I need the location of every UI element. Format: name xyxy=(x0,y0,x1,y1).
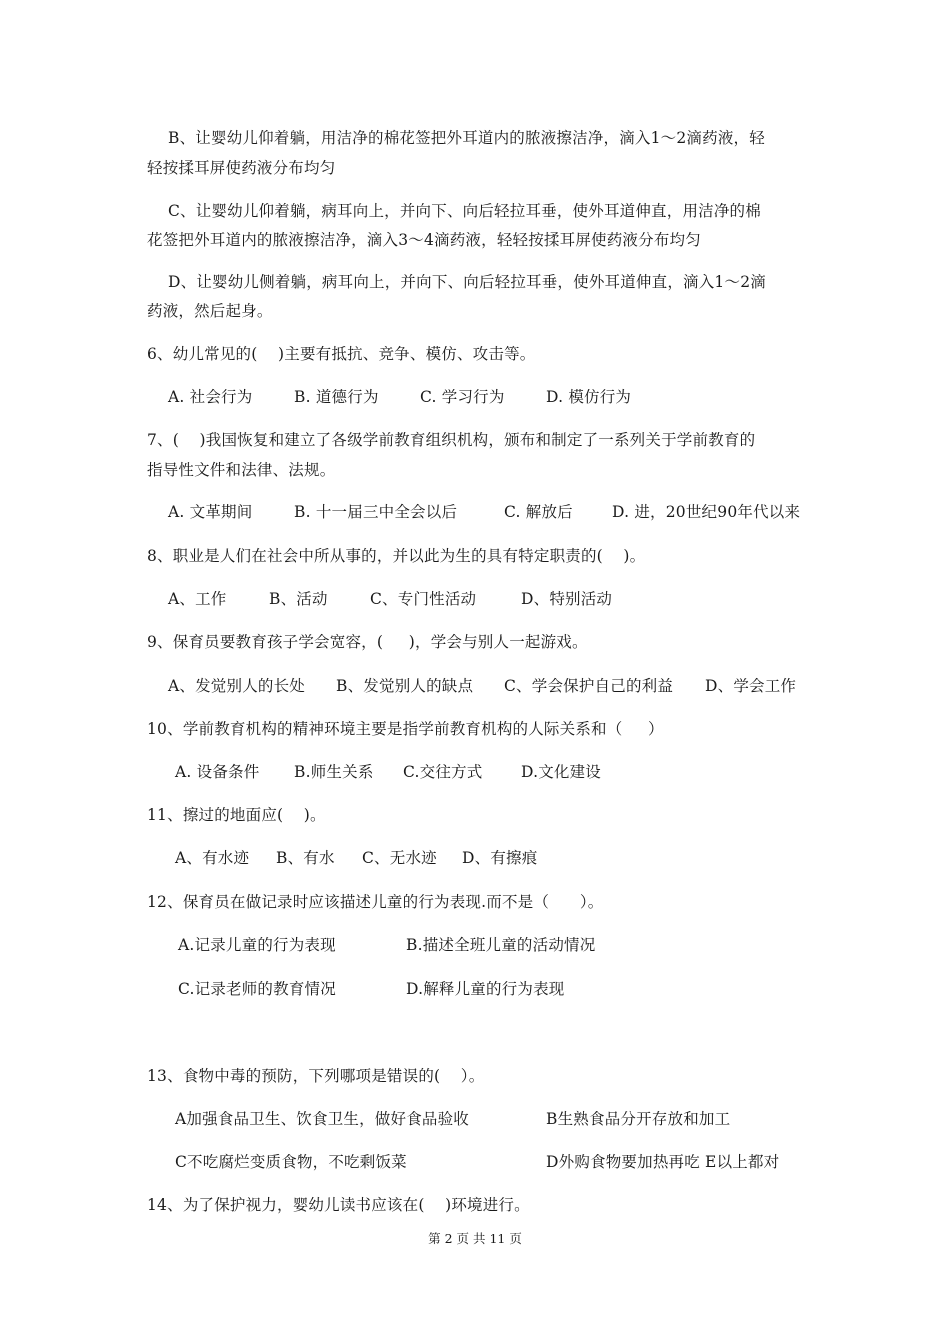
q10-option-c: C.交往方式 xyxy=(403,763,483,781)
q8-stem: 8、职业是人们在社会中所从事的，并以此为生的具有特定职责的( )。 xyxy=(147,547,646,565)
q5-option-c-line2: 花签把外耳道内的脓液擦洁净，滴入3～4滴药液，轻轻按揉耳屏使药液分布均匀 xyxy=(147,231,701,249)
q9-option-c: C、学会保护自己的利益 xyxy=(504,677,674,695)
q13-option-b: B生熟食品分开存放和加工 xyxy=(546,1110,731,1128)
q5-option-d-line2: 药液，然后起身。 xyxy=(147,302,273,320)
q10-option-b: B.师生关系 xyxy=(294,763,374,781)
q7-option-d: D. 进，20世纪90年代以来 xyxy=(612,503,801,521)
q9-stem: 9、保育员要教育孩子学会宽容，( )，学会与别人一起游戏。 xyxy=(147,633,588,651)
q5-option-c-line1: C、让婴幼儿仰着躺，病耳向上，并向下、向后轻拉耳垂，使外耳道伸直，用洁净的棉 xyxy=(168,202,761,220)
q13-stem: 13、食物中毒的预防，下列哪项是错误的( ）。 xyxy=(147,1067,485,1085)
page-footer: 第 2 页 共 11 页 xyxy=(428,1231,522,1246)
q13-option-c: C不吃腐烂变质食物，不吃剩饭菜 xyxy=(175,1153,407,1171)
q11-stem: 11、擦过的地面应( )。 xyxy=(147,806,326,824)
q7-option-a: A. 文革期间 xyxy=(168,503,253,521)
q9-option-b: B、发觉别人的缺点 xyxy=(336,677,474,695)
q8-option-d: D、特别活动 xyxy=(521,590,613,608)
q5-option-b-line1: B、让婴幼儿仰着躺，用洁净的棉花签把外耳道内的脓液擦洁净，滴入1～2滴药液，轻 xyxy=(168,129,765,147)
q13-option-a: A加强食品卫生、饮食卫生，做好食品验收 xyxy=(175,1110,469,1128)
q7-option-c: C. 解放后 xyxy=(504,503,573,521)
q6-option-c: C. 学习行为 xyxy=(420,388,505,406)
q6-option-d: D. 模仿行为 xyxy=(546,388,632,406)
q14-stem: 14、为了保护视力，婴幼儿读书应该在( )环境进行。 xyxy=(147,1196,530,1214)
q6-option-a: A. 社会行为 xyxy=(168,388,253,406)
q11-option-b: B、有水 xyxy=(276,849,335,867)
q13-option-d: D外购食物要加热再吃 E以上都对 xyxy=(546,1153,780,1171)
q8-option-b: B、活动 xyxy=(269,590,328,608)
q12-option-c: C.记录老师的教育情况 xyxy=(178,980,336,998)
q11-option-a: A、有水迹 xyxy=(175,849,250,867)
q12-option-d: D.解释儿童的行为表现 xyxy=(406,980,565,998)
q5-option-d-line1: D、让婴幼儿侧着躺，病耳向上，并向下、向后轻拉耳垂，使外耳道伸直，滴入1～2滴 xyxy=(168,273,766,291)
q6-stem: 6、幼儿常见的( )主要有抵抗、竞争、模仿、攻击等。 xyxy=(147,345,536,363)
q7-option-b: B. 十一届三中全会以后 xyxy=(294,503,458,521)
q9-option-a: A、发觉别人的长处 xyxy=(168,677,305,695)
q10-option-a: A. 设备条件 xyxy=(175,763,260,781)
q9-option-d: D、学会工作 xyxy=(705,677,797,695)
q10-option-d: D.文化建设 xyxy=(521,763,602,781)
q8-option-c: C、专门性活动 xyxy=(370,590,477,608)
q12-option-a: A.记录儿童的行为表现 xyxy=(178,936,336,954)
q11-option-c: C、无水迹 xyxy=(362,849,437,867)
q7-stem-line2: 指导性文件和法律、法规。 xyxy=(147,461,336,479)
q5-option-b-line2: 轻按揉耳屏使药液分布均匀 xyxy=(147,159,336,177)
q12-option-b: B.描述全班儿童的活动情况 xyxy=(406,936,596,954)
q8-option-a: A、工作 xyxy=(168,590,227,608)
q7-stem-line1: 7、( )我国恢复和建立了各级学前教育组织机构，颁布和制定了一系列关于学前教育的 xyxy=(147,431,756,449)
q6-option-b: B. 道德行为 xyxy=(294,388,379,406)
q10-stem: 10、学前教育机构的精神环境主要是指学前教育机构的人际关系和（ ） xyxy=(147,720,664,738)
q12-stem: 12、保育员在做记录时应该描述儿童的行为表现.而不是（ ）。 xyxy=(147,893,604,911)
q11-option-d: D、有擦痕 xyxy=(462,849,538,867)
